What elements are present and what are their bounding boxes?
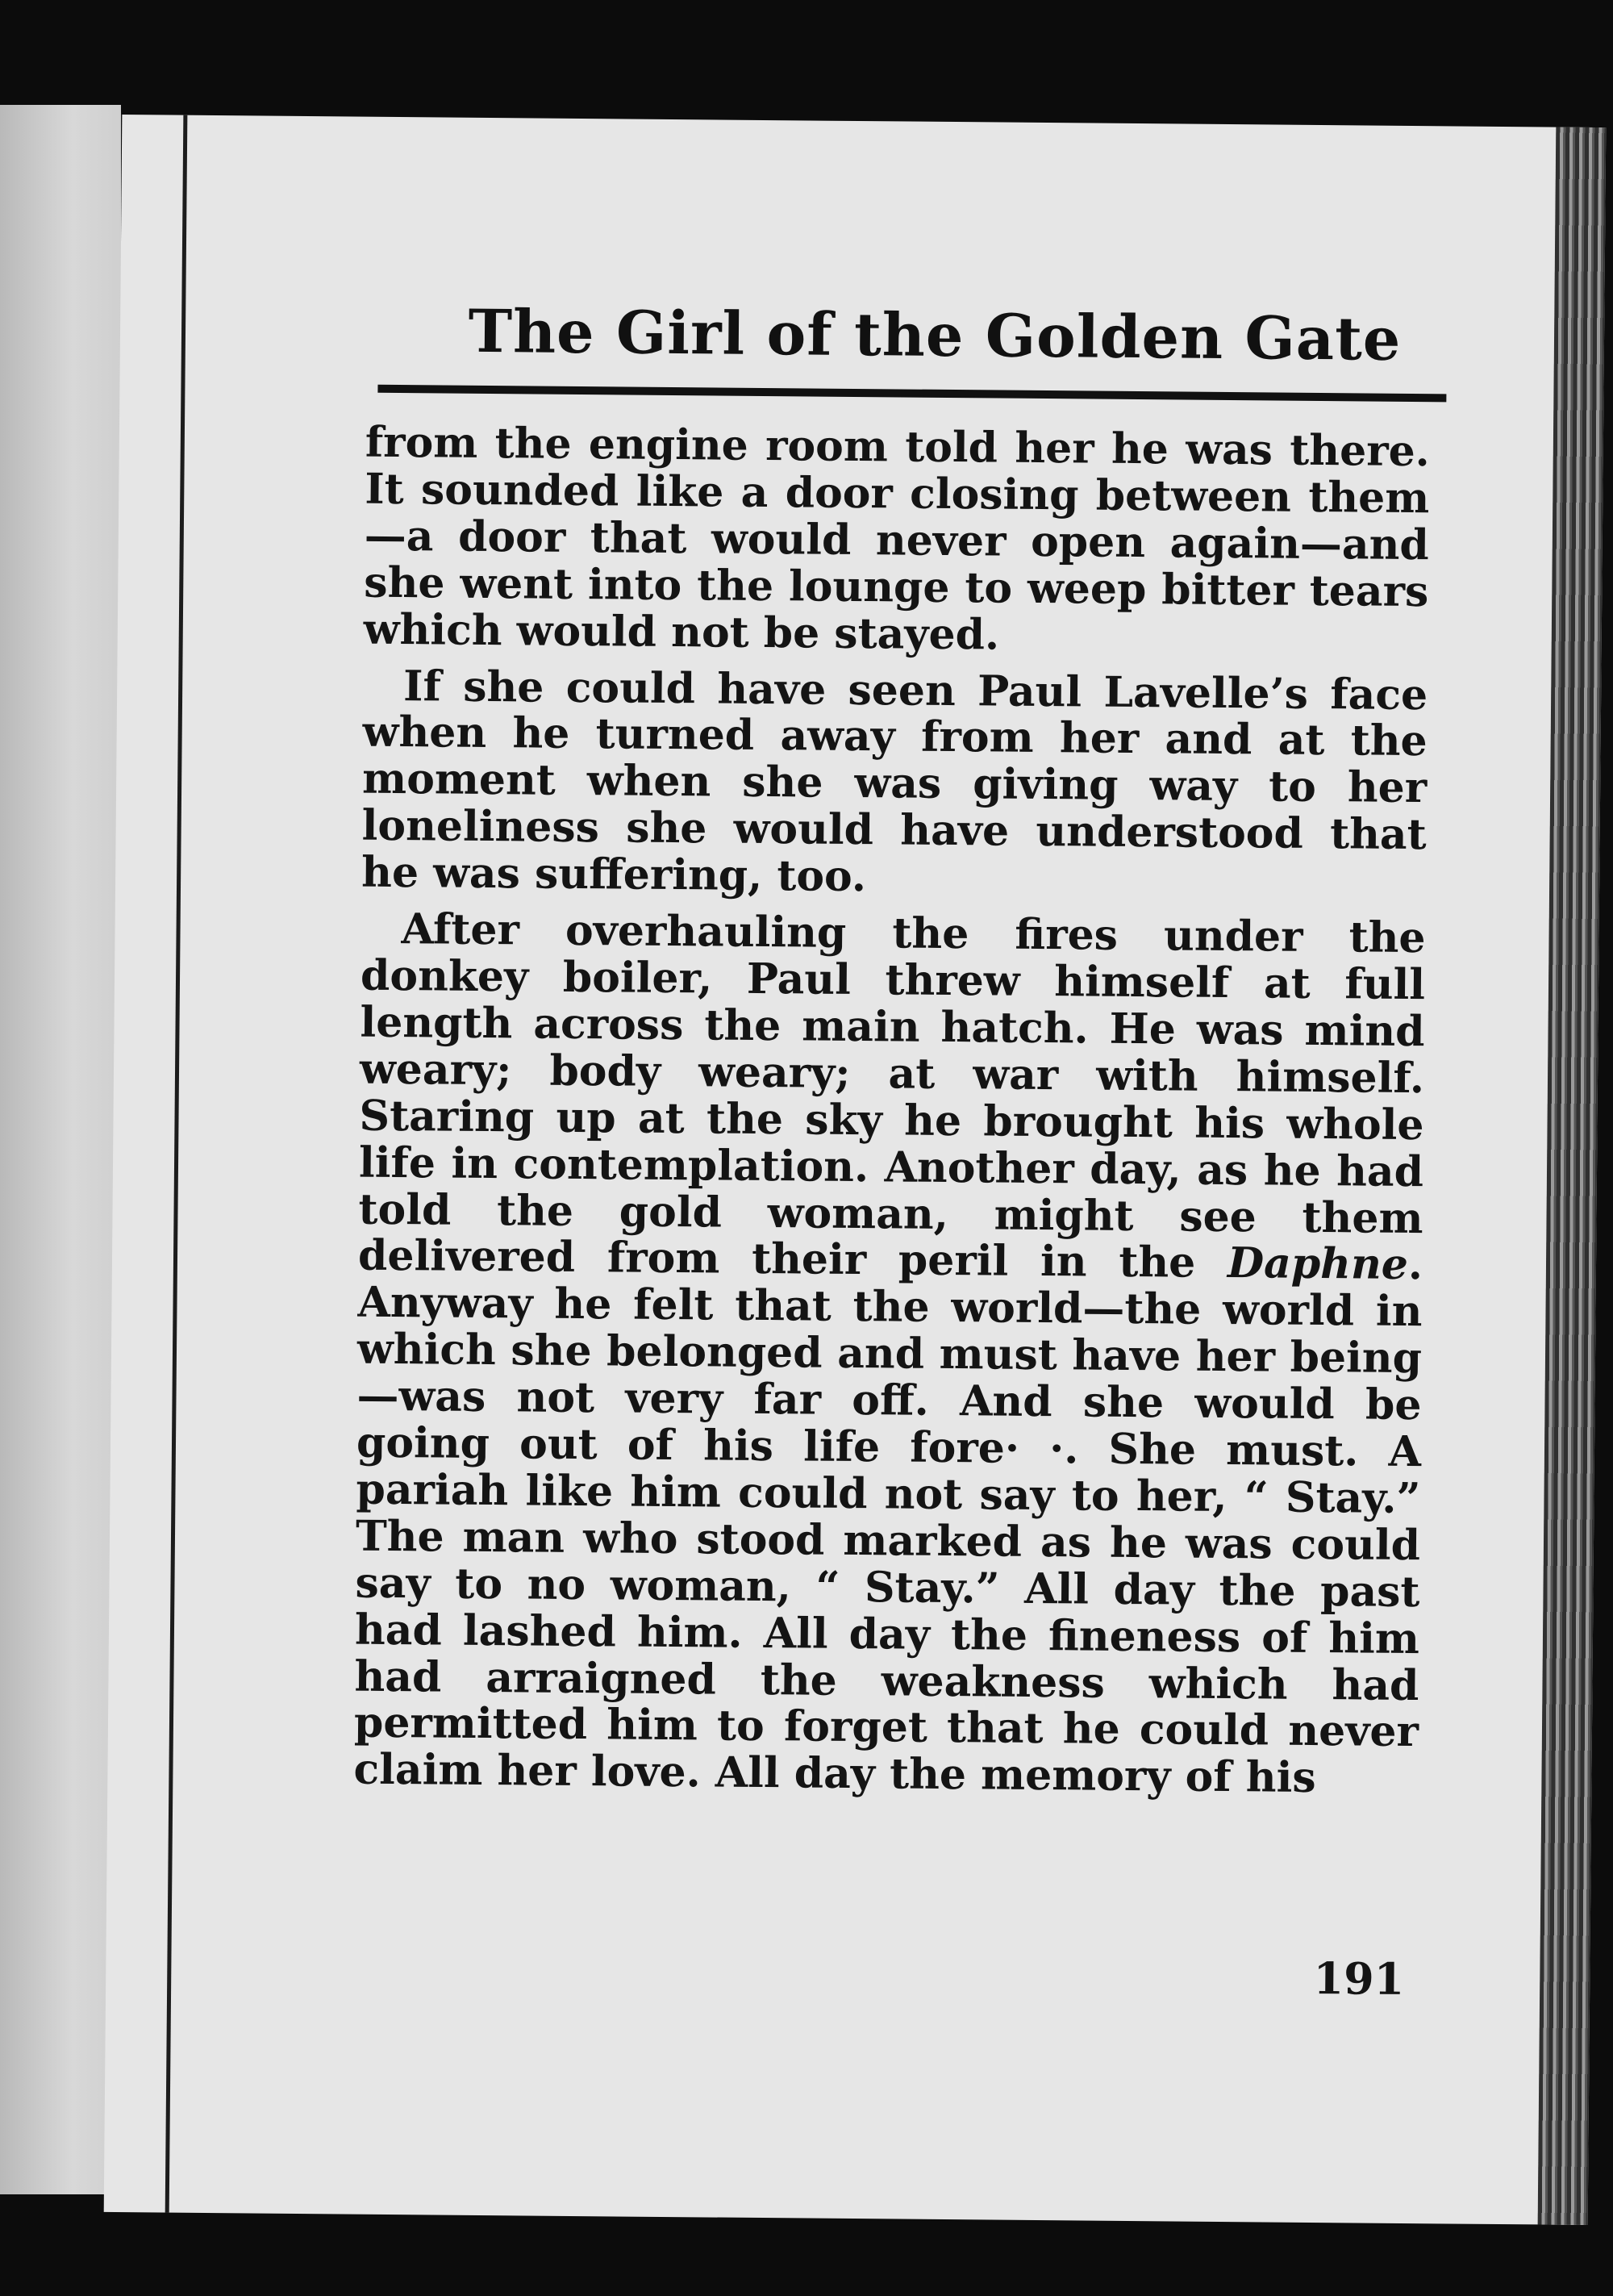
left-page-edge — [0, 105, 121, 2202]
paragraph-1: from the engine room told her he was there. It sounded like a door closing between them—a door that would never open again—and she went into the lounge to weep bitter tears which would not be stayed. — [363, 417, 1431, 660]
paragraph-3-start: After overhauling the fires under the donkey boiler, Paul threw himself at full length across the main hatch. He was mind weary; body weary; at war with himself. Staring up at the sky he brought his whole life in contemplation. Another day, as he had told the gold woman, might see them delivered from their peril in the — [357, 904, 1426, 1288]
ship-name: Daphne — [1227, 1238, 1409, 1290]
body-text — [353, 417, 1431, 1813]
header-rule — [377, 385, 1446, 403]
paragraph-3 — [353, 906, 1426, 1803]
gutter-line — [165, 115, 188, 2213]
book-page — [104, 115, 1607, 2225]
running-head: The Girl of the Golden Gate — [468, 296, 1402, 374]
paragraph-3-rest: . Anyway he felt that the world—the world in which she belonged and must have her being—was not very far off. And she would be going out of his life fore· ·. She must. A pariah like him could not say to her, “ Stay.” The man who stood marked as he was could say to no woman, “ Stay.” All day the past had lashed him. All day the fineness of him had arraigned the weakness which had permitted him to forget that he could never claim her love. All day the memory of his — [353, 1240, 1423, 1803]
page-number: 191 — [1313, 1952, 1405, 2005]
page-stack-edge — [1538, 127, 1607, 2225]
paragraph-2: If she could have seen Paul Lavelle’s face when he turned away from her and at the moment when she was giving way to her loneliness she would have understood that he was suffering, too. — [361, 661, 1428, 902]
